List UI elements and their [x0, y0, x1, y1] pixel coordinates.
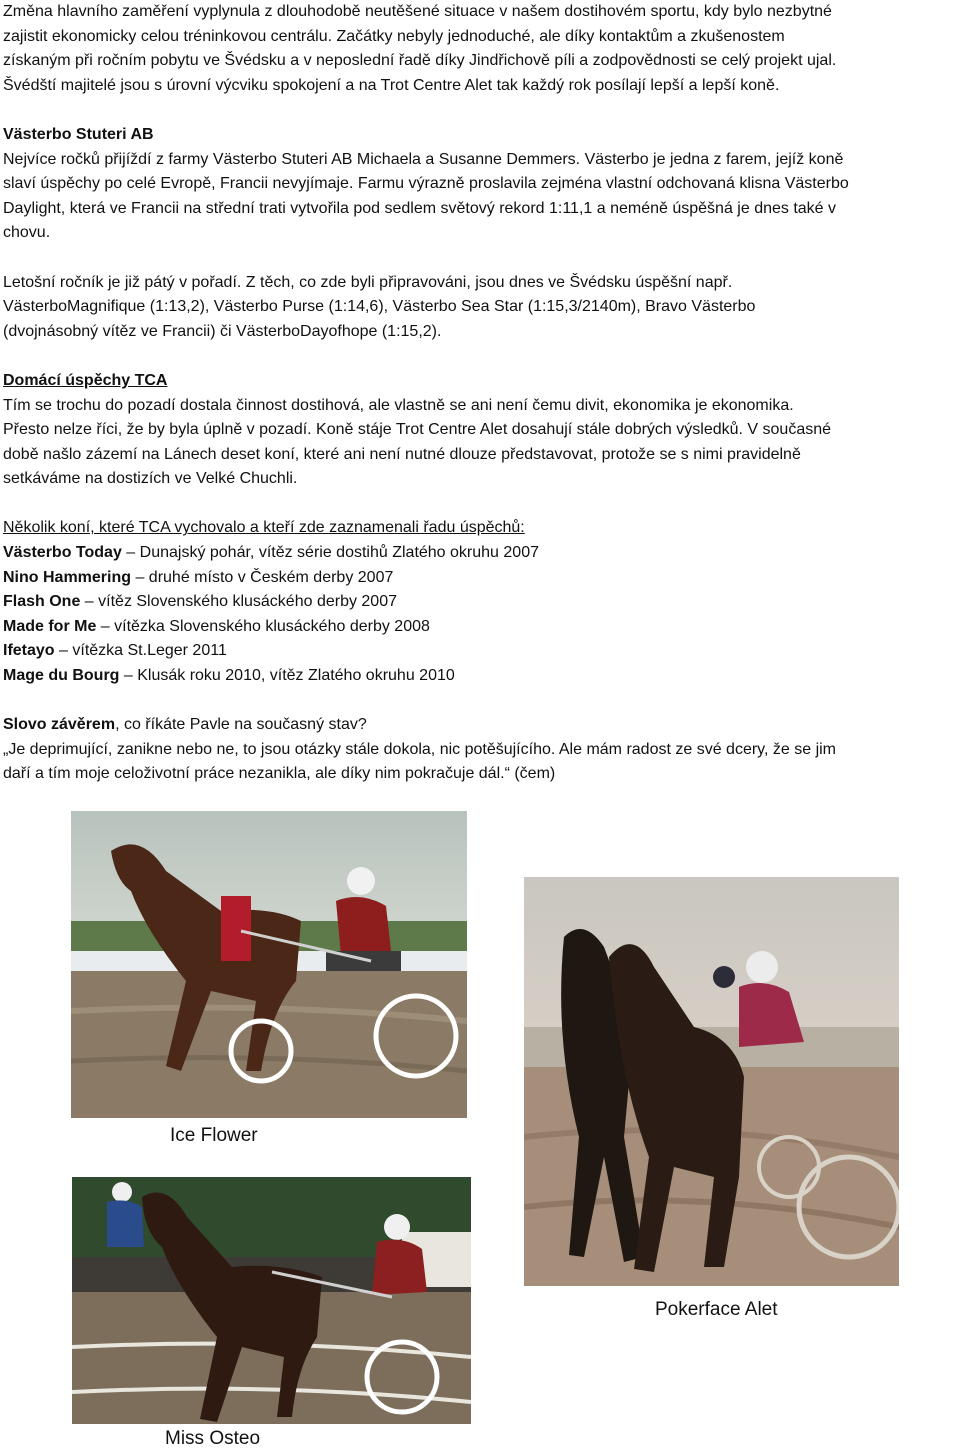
photo-miss-osteo	[72, 1177, 471, 1424]
vasterbo-line: slaví úspěchy po celé Evropě, Francii nevyjímaje. Farmu výrazně proslavila zejména vlastní odchovaná klisna Västerbo	[3, 175, 849, 193]
horses-heading: Několik koní, které TCA vychovalo a kteří zde zaznamenali řadu úspěchů:	[3, 519, 525, 537]
horse-achievement: – vítěz Slovenského klusáckého derby 2007	[80, 593, 397, 611]
vasterbo-line: chovu.	[3, 224, 51, 242]
horse-achievement: – Dunajský pohár, vítěz série dostihů Zlatého okruhu 2007	[121, 544, 539, 562]
spacer	[3, 492, 958, 517]
horse-name: Nino Hammering	[3, 568, 132, 586]
horse-achievement: – vítězka St.Leger 2011	[54, 642, 227, 660]
horse-achievement: – Klusák roku 2010, vítěz Zlatého okruhu 2010	[119, 667, 455, 685]
spacer	[3, 246, 958, 271]
closing-rest: , co říkáte Pavle na současný stav?	[115, 716, 367, 734]
section-heading-domaci: Domácí úspěchy TCA	[3, 371, 168, 389]
rocnik-line: Letošní ročník je již pátý v pořadí. Z těch, co zde byli připravováni, jsou dnes ve Švédsku úspěšní např.	[3, 273, 733, 291]
photo-ice-flower	[71, 811, 467, 1118]
spacer	[3, 98, 958, 123]
vasterbo-line: Nejvíce ročků přijíždí z farmy Västerbo Stuteri AB Michaela a Susanne Demmers. Västerbo je jedna z farem, jejíž koně	[3, 150, 844, 168]
domaci-line: setkáváme na dostizích ve Velké Chuchli.	[3, 470, 298, 488]
horse-item	[3, 639, 958, 664]
horse-achievement: – vítězka Slovenského klusáckého derby 2008	[96, 617, 430, 635]
intro-line: získaným při ročním pobytu ve Švédsku a v neposlední řadě díky Jindřichově píli a zodpovědnosti se celý projekt ujal.	[3, 52, 837, 70]
section-heading-vasterbo: Västerbo Stuteri AB	[3, 125, 154, 143]
article-text	[3, 0, 958, 787]
rocnik-line: VästerboMagnifique (1:13,2), Västerbo Purse (1:14,6), Västerbo Sea Star (1:15,3/2140m), Bravo Västerbo	[3, 298, 756, 316]
closing-question	[3, 713, 958, 738]
caption-pokerface-alet: Pokerface Alet	[655, 1299, 778, 1320]
intro-line: zajistit ekonomicky celou tréninkovou centrálu. Začátky nebyly jednoduché, ale díky kontaktům a zkušenostem	[3, 27, 785, 45]
horse-name: Västerbo Today	[3, 544, 122, 562]
caption-miss-osteo: Miss Osteo	[165, 1428, 261, 1449]
quote-line: „Je deprimující, zanikne nebo ne, to jsou otázky stále dokola, nic potěšujícího. Ale mám radost ze své dcery, že se jim	[3, 740, 836, 758]
rocnik-line: (dvojnásobný vítěz ve Francii) či VästerboDayofhope (1:15,2).	[3, 322, 442, 340]
horse-name: Mage du Bourg	[3, 667, 120, 685]
horse-item	[3, 664, 958, 689]
horse-item	[3, 615, 958, 640]
quote-line: daří a tím moje celoživotní práce nezanikla, ale díky nim pokračuje dál.“ (čem)	[3, 765, 556, 783]
horse-item	[3, 566, 958, 591]
spacer	[3, 689, 958, 714]
harness-race-photo-icon	[524, 877, 899, 1286]
closing-bold: Slovo závěrem	[3, 716, 116, 734]
intro-line: Změna hlavního zaměření vyplynula z dlouhodobě neutěšené situace v našem dostihovém sportu, kdy bylo nezbytné	[3, 3, 832, 20]
harness-race-photo-icon	[71, 811, 467, 1118]
photo-pokerface-alet	[524, 877, 899, 1286]
horse-item	[3, 590, 958, 615]
horse-name: Flash One	[3, 593, 81, 611]
caption-ice-flower: Ice Flower	[170, 1125, 258, 1146]
vasterbo-line: Daylight, která ve Francii na střední trati vytvořila pod sedlem světový rekord 1:11,1 a neméně úspěšná je dnes také v	[3, 199, 837, 217]
horse-name: Ifetayo	[3, 642, 55, 660]
intro-line: Švédští majitelé jsou s úrovní výcviku spokojení a na Trot Centre Alet tak každý rok posílají lepší a lepší koně.	[3, 76, 780, 94]
horse-achievement: – druhé místo v Českém derby 2007	[131, 568, 394, 586]
spacer	[3, 344, 958, 369]
horse-item	[3, 541, 958, 566]
harness-race-photo-icon	[72, 1177, 471, 1424]
horse-name: Made for Me	[3, 617, 97, 635]
domaci-line: Přesto nelze říci, že by byla úplně v pozadí. Koně stáje Trot Centre Alet dosahují stále dobrých výsledků. V současné	[3, 421, 832, 439]
domaci-line: Tím se trochu do pozadí dostala činnost dostihová, ale vlastně se ani není čemu divit, ekonomika je ekonomika.	[3, 396, 794, 414]
domaci-line: době našlo zázemí na Lánech deset koní, které ani není nutné dlouze představovat, protože se s nimi pravidelně	[3, 445, 801, 463]
